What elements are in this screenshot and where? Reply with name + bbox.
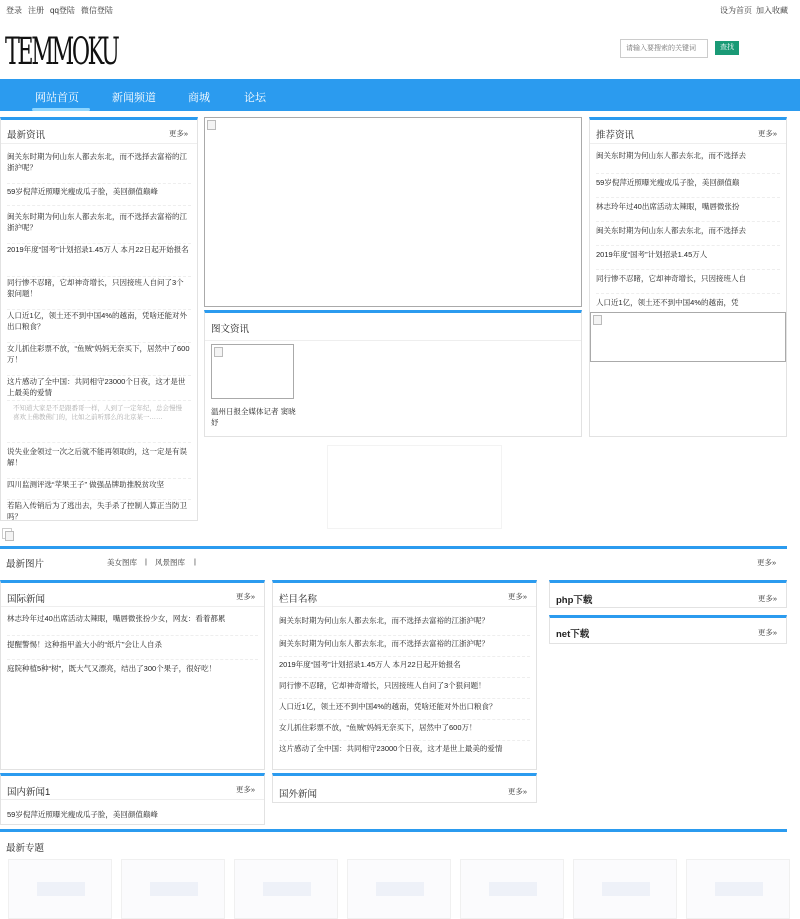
gallery-title: 最新图片 (6, 559, 45, 570)
column-more-link[interactable]: 更多» (507, 592, 527, 601)
register-link[interactable]: 注册 (28, 6, 44, 15)
list-item[interactable]: 同行惨不忍睹，它却神奇增长，只因接班人自问了3个狠问题！ (7, 277, 191, 310)
domestic-more-link[interactable]: 更多» (235, 785, 255, 794)
tab-separator: | (194, 557, 196, 566)
list-item[interactable]: 59岁倪萍近照曝光瘦成瓜子脸，美回颜值巅 (596, 174, 780, 198)
search-button[interactable]: 查找 (715, 41, 739, 55)
picture-news-title: 图文资讯 (211, 324, 250, 335)
column-panel (272, 580, 537, 770)
column-title: 栏目名称 (279, 594, 318, 605)
list-item[interactable]: 2019年度“国考”计划招录1.45万人 本月22日起开始报名 (7, 244, 191, 277)
gallery-divider (0, 546, 787, 549)
picture-news-caption[interactable]: 温州日报全媒体记者 窦晓妤 (211, 407, 296, 427)
panel-header (1, 583, 264, 607)
intl-news-title: 国际新闻 (7, 594, 46, 605)
domestic-news-list (7, 809, 258, 820)
domestic-news-panel (0, 773, 265, 825)
domestic-news-title: 国内新闻1 (7, 787, 51, 798)
qq-login-link[interactable]: qq登陆 (50, 6, 75, 15)
list-item[interactable]: 59岁倪萍近照曝光瘦成瓜子脸，美回颜值巅峰 (7, 186, 191, 206)
picture-news-panel (204, 310, 582, 437)
site-links (716, 5, 788, 16)
topic-thumb[interactable] (460, 859, 564, 919)
list-item[interactable]: 闽关东时期为何山东人都去东北，而不选择去富裕的江浙沪呢？ (279, 615, 530, 636)
site-logo[interactable]: TEMMOKU (5, 30, 118, 73)
latest-news-panel (0, 117, 198, 521)
nav-item-news[interactable]: 新闻频道 (112, 92, 156, 104)
net-download-title: net下载 (556, 629, 590, 640)
top-bar (0, 0, 800, 20)
topic-thumb[interactable] (573, 859, 677, 919)
login-link[interactable]: 登录 (6, 6, 22, 15)
list-item[interactable]: 闽关东时期为何山东人都去东北，而不选择去富裕的江浙沪呢？ (7, 211, 191, 244)
topic-thumb[interactable] (686, 859, 790, 919)
tab-separator: | (145, 557, 147, 566)
list-item[interactable]: 女儿抓住彩票不放，“鱼贼”妈妈无奈买下，居然中了600万！ (279, 720, 530, 741)
list-item[interactable]: 这片感动了全中国：共同相守23000个日夜，这才是世上最美的爱情 (279, 744, 503, 753)
list-item[interactable]: 四川监测评选“苹果王子” 做强品牌助推脱贫攻坚 (7, 479, 191, 500)
intl-more-link[interactable]: 更多» (235, 592, 255, 601)
list-item-summary: 不知道大家是不是跟番哥一样，人到了一定年纪，总会慢慢喜欢上佛教佛门的，比如之前听那么的北京某一…… (7, 401, 191, 443)
picture-news-thumb[interactable] (211, 344, 294, 399)
list-item[interactable]: 女儿抓住彩票不放，“鱼贼”妈妈无奈买下，居然中了600万！ (7, 343, 191, 376)
nav-item-mall[interactable]: 商城 (188, 92, 210, 104)
intl-news-list (7, 613, 258, 684)
list-item[interactable]: 闽关东时期为何山东人都去东北，而不选择去 (596, 222, 780, 246)
topic-thumb[interactable] (347, 859, 451, 919)
list-item[interactable]: 这片感动了全中国：共同相守23000个日夜，这才是世上最美的爱情 (7, 376, 191, 401)
banner-image[interactable] (204, 117, 582, 307)
list-item[interactable]: 提醒警惕！这种指甲盖大小的“纸片”会让人自杀 (7, 636, 258, 660)
topics-divider (0, 829, 787, 832)
topic-thumb[interactable] (8, 859, 112, 919)
account-links (6, 5, 119, 16)
foreign-news-panel (272, 773, 537, 803)
small-image (2, 528, 12, 539)
list-item[interactable]: 庭院种植5种“树”，既大气又漂亮，结出了300个果子，很好吃！ (7, 664, 217, 673)
latest-news-list (7, 151, 191, 530)
topics-title: 最新专题 (6, 843, 45, 854)
bookmark-link[interactable]: 加入收藏 (756, 6, 788, 15)
php-download-title: php下载 (556, 595, 593, 606)
gallery-more-link[interactable]: 更多» (757, 558, 777, 567)
nav-item-home[interactable]: 网站首页 (35, 92, 79, 104)
net-download-panel (549, 615, 787, 644)
list-item[interactable]: 2019年度“国考”计划招录1.45万人 本月22日起开始报名 (279, 657, 530, 678)
list-item[interactable]: 同行惨不忍睹，它却神奇增长，只因接班人自问了3个狠问题！ (279, 678, 530, 699)
set-home-link[interactable]: 设为首页 (720, 6, 752, 15)
net-more-link[interactable]: 更多» (757, 628, 777, 637)
list-item[interactable]: 人口近1亿，领土还不到中国4%的越南，凭 (596, 298, 739, 307)
recommend-title: 推荐资讯 (596, 130, 635, 141)
recommend-list (596, 150, 780, 318)
foreign-news-title: 国外新闻 (279, 789, 318, 800)
panel-header (205, 313, 581, 341)
list-item[interactable]: 闽关东时期为何山东人都去东北，而不选择去富裕的江浙沪呢？ (279, 636, 530, 657)
tab-beauty-gallery[interactable]: 美女图库 (107, 558, 137, 567)
list-item[interactable]: 闽关东时期为何山东人都去东北，而不选择去富裕的江浙沪呢？ (7, 151, 191, 184)
recommend-more-link[interactable]: 更多» (757, 129, 777, 138)
column-list (279, 615, 530, 762)
topic-thumb[interactable] (234, 859, 338, 919)
nav-active-indicator (32, 108, 90, 111)
nav-item-forum[interactable]: 论坛 (244, 92, 266, 104)
intl-news-panel (0, 580, 265, 770)
list-item[interactable]: 若陷入传销后为了逃出去，失手杀了控制人算正当防卫吗？ (7, 501, 187, 521)
main-nav (0, 79, 800, 111)
recommend-panel (589, 117, 787, 437)
panel-header (1, 120, 197, 144)
list-item[interactable]: 人口近1亿，领土还不到中国4%的越南，凭啥还能对外出口粮食？ (279, 699, 530, 720)
search-input[interactable] (620, 39, 708, 58)
tab-landscape-gallery[interactable]: 风景图库 (155, 558, 185, 567)
latest-more-link[interactable]: 更多» (168, 129, 188, 138)
ad-box[interactable] (327, 445, 502, 529)
list-item[interactable]: 林志玲年过40出席活动太辣眼，嘴唇微张扮 (596, 198, 780, 222)
latest-news-title: 最新资讯 (7, 130, 46, 141)
list-item[interactable]: 59岁倪萍近照曝光瘦成瓜子脸，美回颜值巅峰 (7, 810, 158, 819)
php-more-link[interactable]: 更多» (757, 594, 777, 603)
list-item[interactable]: 闽关东时期为何山东人都去东北，而不选择去 (596, 150, 780, 174)
wechat-login-link[interactable]: 微信登陆 (80, 6, 113, 15)
panel-header (273, 583, 536, 607)
list-item[interactable]: 同行惨不忍睹，它却神奇增长，只因接班人自 (596, 270, 780, 294)
foreign-more-link[interactable]: 更多» (507, 787, 527, 796)
php-download-panel (549, 580, 787, 608)
list-item[interactable]: 人口近1亿，领土还不到中国4%的越南，凭啥还能对外出口粮食？ (7, 310, 191, 343)
list-item[interactable]: 说失业金领过一次之后就不能再领取的，这一定是有误解！ (7, 446, 191, 479)
list-item[interactable]: 林志玲年过40出席活动太辣眼，嘴唇微张扮少女，网友：看着都累 (7, 613, 258, 636)
panel-header (590, 120, 786, 144)
panel-header (1, 776, 264, 800)
list-item[interactable]: 2019年度“国考”计划招录1.45万人 (596, 246, 780, 270)
topic-thumb[interactable] (121, 859, 225, 919)
recommend-ad-image[interactable] (590, 312, 786, 362)
